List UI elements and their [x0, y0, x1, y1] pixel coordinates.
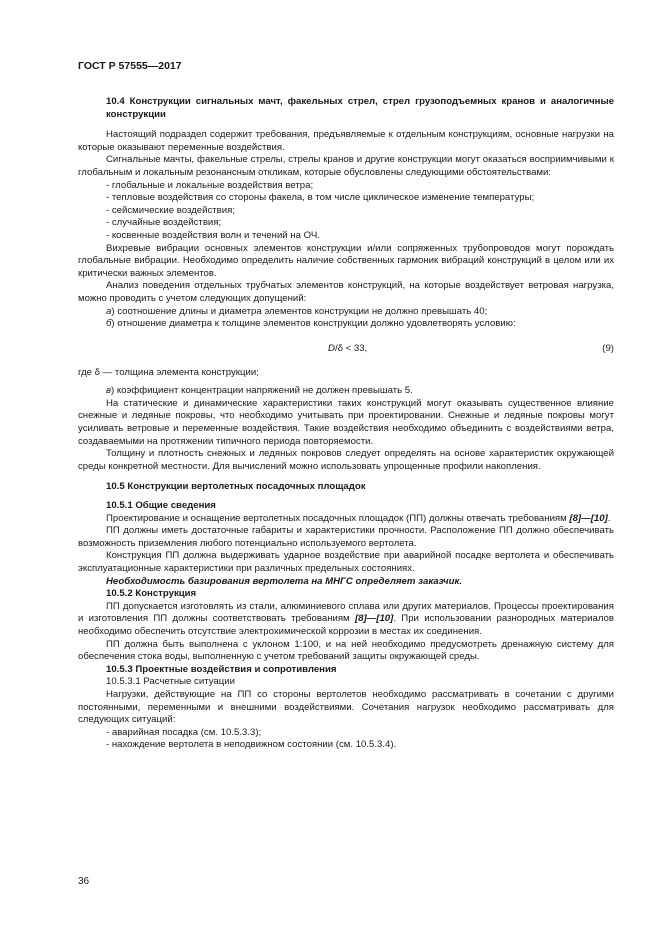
paragraph: Сигнальные мачты, факельные стрелы, стрелы кранов и другие конструкции могут оказаться восприимчивыми к глобальным и локальным резонансным откликам, которые обусловлены следующими обстоятельствами:	[78, 154, 614, 178]
formula-rest: /δ < 33,	[334, 342, 368, 354]
document-code-header: ГОСТ Р 57555—2017	[78, 60, 182, 72]
paragraph: Нагрузки, действующие на ПП со стороны вертолетов необходимо рассматривать в сочетании с другими постоянными, переменными и внешними воздействиями. Сочетания нагрузок необходимо рассматривать для следующих ситуаций:	[78, 688, 614, 726]
emphasized-paragraph: Необходимость базирования вертолета на МНГС определяет заказчик.	[106, 575, 463, 587]
paragraph: ПП должна быть выполнена с уклоном 1:100, и на ней необходимо предусмотреть дренажную систему для обеспечения стока воды, выполненную с учетом требований защиты окружающей среды.	[78, 638, 614, 663]
page-number: 36	[78, 876, 90, 887]
list-item: - нахождение вертолета в неподвижном состоянии (см. 10.5.3.4).	[106, 739, 397, 751]
text: ПП допускается изготовлять из стали, алюминиевого сплава или других материалов. Процессы проектирования и изготовления ПП должны соответствовать требованиям	[78, 600, 614, 625]
list-item: - случайные воздействия;	[106, 217, 222, 229]
paragraph: Толщину и плотность снежных и ледяных покровов следует определять на основе характеристик окружающей среды конкретной местности. Для вычислений можно использовать упрощенные профили накопления.	[78, 448, 614, 472]
list-item: - аварийная посадка (см. 10.5.3.3);	[106, 726, 262, 738]
subsection-10-5-2-title: 10.5.2 Конструкция	[106, 588, 197, 600]
list-item-a	[78, 306, 614, 319]
list-text: ) коэффициент концентрации напряжений не должен превышать 5.	[111, 385, 413, 397]
section-10-4-title: 10.4 Конструкции сигнальных мачт, факельных стрел, стрел грузоподъемных кранов и аналогичные конструкции	[106, 96, 614, 120]
reference: [8]—[10]	[354, 613, 394, 625]
paragraph: Вихревые вибрации основных элементов конструкции и/или сопряженных трубопроводов могут порождать глобальные вибрации. Необходимо определить наличие собственных гармоник вибраций конструкций в целом или их критически важных элементов.	[78, 242, 614, 279]
list-item-b	[78, 318, 614, 331]
list-letter: б	[106, 318, 112, 330]
formula-expression	[328, 343, 367, 356]
paragraph	[78, 601, 614, 639]
paragraph: Конструкция ПП должна выдерживать ударное воздействие при аварийной посадке вертолета и обеспечивать эксплуатационные характеристики при различных предельных состояниях.	[78, 550, 614, 574]
formula-number: (9)	[602, 342, 614, 354]
list-item: - сейсмические воздействия;	[106, 204, 235, 216]
list-item: - глобальные и локальные воздействия ветра;	[106, 179, 314, 191]
text: . При использовании разнородных материалов необходимо обеспечить отсутствие электрохимической коррозии в местах их соединения.	[78, 613, 614, 637]
paragraph: На статические и динамические характеристики таких конструкций могут оказывать существенное влияние снежные и ледяные покровы, что необходимо учитывать при проектировании. Снежные и ледяные покровы могут усиливать ветровые и переменные воздействия. Такие воздействия необходимо объединить с воздействиями ветра, создаваемыми на протяжении типичного периода повторяемости.	[78, 397, 614, 447]
paragraph: Настоящий подраздел содержит требования, предъявляемые к отдельным конструкциям, основные нагрузки на которые оказывают переменные воздействия.	[78, 129, 614, 153]
paragraph: Анализ поведения отдельных трубчатых элементов конструкций, на которые воздействует ветровая нагрузка, можно проводить с учетом следующих допущений:	[78, 280, 614, 304]
list-letter: а	[106, 305, 112, 317]
section-10-5-title: 10.5 Конструкции вертолетных посадочных площадок	[106, 481, 366, 493]
text: Проектирование и оснащение вертолетных посадочных площадок (ПП) должны отвечать требованиям	[106, 512, 570, 524]
page-content	[78, 96, 614, 752]
list-item: - косвенные воздействия волн и течений на ОЧ.	[106, 229, 320, 241]
list-item: - тепловые воздействия со стороны факела, в том числе циклическое изменение температуры;	[106, 192, 535, 204]
subsubsection-title: 10.5.3.1 Расчетные ситуации	[106, 676, 235, 688]
paragraph: ПП должны иметь достаточные габариты и характеристики прочности. Расположение ПП должно обеспечивать возможность приземления любого потенциально используемого вертолета.	[78, 525, 614, 549]
subsection-10-5-3-title: 10.5.3 Проектные воздействия и сопротивления	[106, 663, 337, 675]
text: .	[607, 512, 611, 524]
list-item-v	[78, 385, 614, 398]
reference: [8]—[10]	[569, 512, 608, 524]
formula-explanation: где δ — толщина элемента конструкции;	[78, 366, 259, 378]
formula-variable: D	[328, 342, 335, 354]
subsection-10-5-1-title: 10.5.1 Общие сведения	[106, 500, 216, 512]
list-text: ) отношение диаметра к толщине элементов конструкции должно удовлетворять условию:	[111, 318, 516, 330]
paragraph	[78, 513, 614, 526]
list-letter: в	[106, 385, 112, 397]
list-text: ) соотношение длины и диаметра элементов конструкции не должно превышать 40;	[111, 305, 488, 317]
formula-9	[78, 341, 614, 359]
